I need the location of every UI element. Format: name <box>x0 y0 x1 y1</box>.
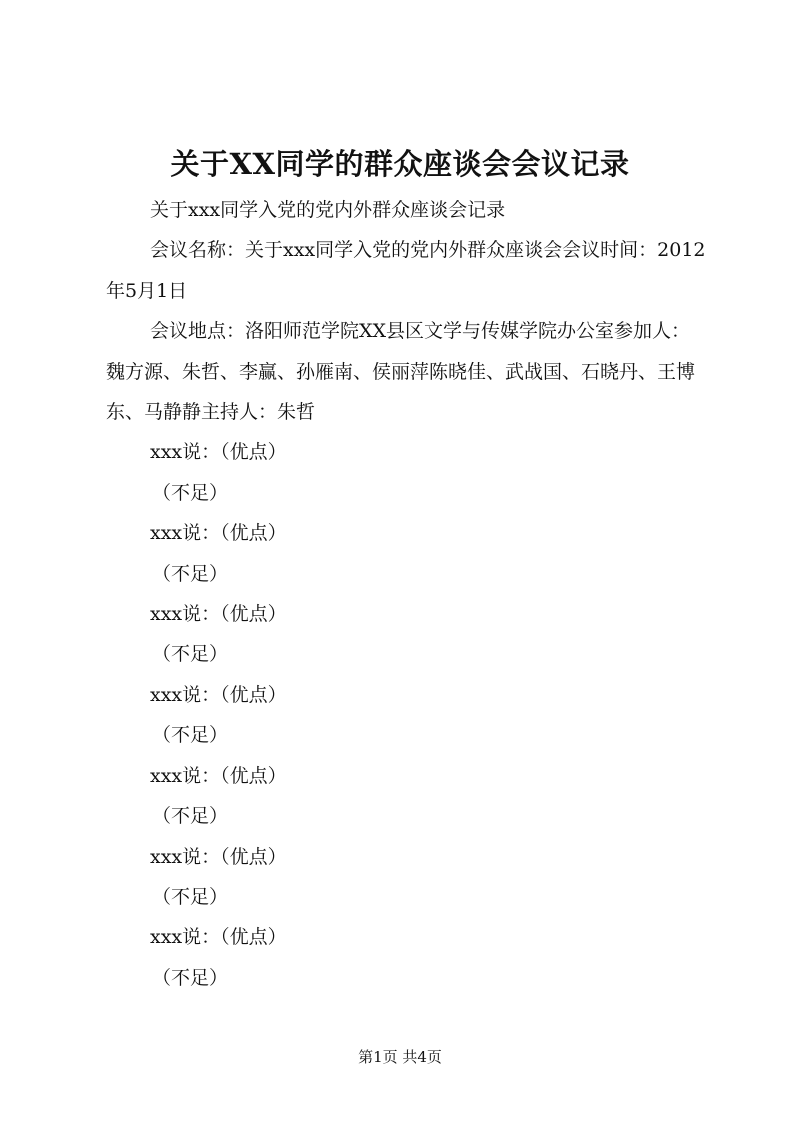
comment-shortcoming-line: （不足） <box>152 643 229 666</box>
document-title: 关于XX同学的群众座谈会会议记录 <box>170 147 630 181</box>
comment-speaker-line: xxx说：（优点） <box>150 926 287 949</box>
comment-shortcoming-line: （不足） <box>152 562 229 585</box>
comment-shortcoming-line: （不足） <box>152 966 229 989</box>
comment-speaker-line: xxx说：（优点） <box>150 845 287 868</box>
comment-speaker-line: xxx说：（优点） <box>150 683 287 706</box>
comment-shortcoming-line: （不足） <box>152 885 229 908</box>
meeting-name-paragraph: 会议名称：关于xxx同学入党的党内外群众座谈会会议时间：2012年5月1日 <box>106 239 706 302</box>
comment-speaker-line: xxx说：（优点） <box>150 522 287 545</box>
document-body <box>106 190 706 998</box>
comment-speaker-line: xxx说：（优点） <box>150 603 287 626</box>
comment-speaker-line: xxx说：（优点） <box>150 441 287 464</box>
comment-shortcoming-line: （不足） <box>152 724 229 747</box>
meeting-place-paragraph: 会议地点：洛阳师范学院XX县区文学与传媒学院办公室参加人：魏方源、朱哲、李赢、孙雁南、侯丽萍陈晓佳、武战国、石晓丹、王博东、马静静主持人：朱哲 <box>106 320 696 424</box>
comment-shortcoming-line: （不足） <box>152 805 229 828</box>
subtitle-paragraph: 关于xxx同学入党的党内外群众座谈会记录 <box>150 199 506 221</box>
comment-speaker-line: xxx说：（优点） <box>150 764 287 787</box>
comment-shortcoming-line: （不足） <box>152 481 229 504</box>
page-indicator: 第1页 共4页 <box>358 1048 442 1066</box>
